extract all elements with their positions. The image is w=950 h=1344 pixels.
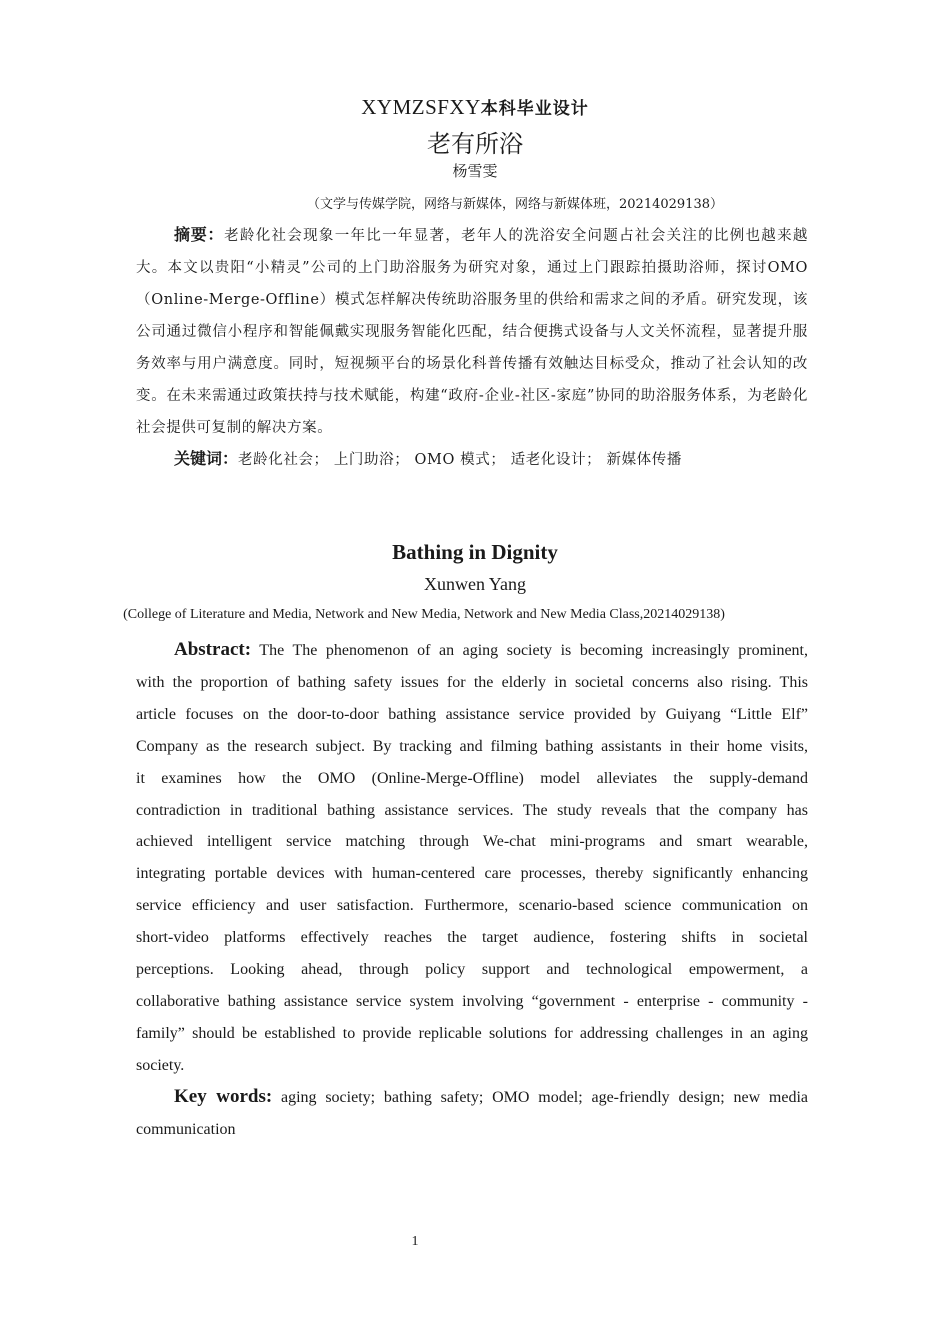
- english-affiliation: (College of Literature and Media, Network and New Media, Network and New Media Class,20214029138): [123, 607, 725, 622]
- english-abstract: [136, 634, 808, 1082]
- page-number: 1: [411, 1234, 419, 1249]
- english-abstract-label: Abstract:: [174, 639, 252, 660]
- english-keywords-text: aging society; bathing safety; OMO model; age-friendly design; new media communication: [136, 1089, 809, 1138]
- english-abstract-text: The The phenomenon of an aging society is becoming increasingly prominent, with the proportion of bathing safety issues for the elderly in societal concerns also rising. This article focuses on the door-to-door bathing assistance service provided by Guiyang “Little Elf” Company as the research subject. By tracking and filming bathing assistants in their home visits, it examines how the OMO (Online-Merge-Offline) model alleviates the supply-demand contradiction in traditional bathing assistance services. The study reveals that the company has achieved intelligent service matching through We-chat mini-programs and smart wearable, integrating portable devices with human-centered care processes, thereby significantly enhancing service efficiency and user satisfaction. Furthermore, scenario-based science communication on short-video platforms effectively reaches the target audience, fostering shifts in societal perceptions. Looking ahead, through policy support and technological empowerment, a collaborative bathing assistance service system involving “government - enterprise - community - family” should be established to provide replicable solutions for addressing challenges in an aging society.: [136, 642, 808, 1074]
- thesis-header: [0, 94, 950, 120]
- chinese-abstract-text: 老龄化社会现象一年比一年显著，老年人的洗浴安全问题占社会关注的比例也越来越大。本文以贵阳“小精灵”公司的上门助浴服务为研究对象，通过上门跟踪拍摄助浴师，探讨OMO（Online-Merge-Offline）模式怎样解决传统助浴服务里的供给和需求之间的矛盾。研究发现，该公司通过微信小程序和智能佩戴实现服务智能化匹配，结合便携式设备与人文关怀流程，显著提升服务效率与用户满意度。同时，短视频平台的场景化科普传播有效触达目标受众，推动了社会认知的改变。在未来需通过政策扶持与技术赋能，构建“政府-企业-社区-家庭”协同的助浴服务体系，为老龄化社会提供可复制的解决方案。: [136, 228, 808, 436]
- chinese-affiliation: （文学与传媒学院，网络与新媒体，网络与新媒体班，20214029138）: [307, 197, 723, 212]
- english-keywords: [136, 1081, 808, 1146]
- english-keywords-label: Key words:: [174, 1086, 273, 1107]
- chinese-abstract-label: 摘要：: [174, 225, 225, 244]
- chinese-abstract: [136, 219, 808, 444]
- english-author: Xunwen Yang: [423, 574, 526, 594]
- header-label: 本科毕业设计: [480, 99, 589, 119]
- header-code: XYMZSFXY: [361, 95, 481, 119]
- chinese-keywords-label: 关键词：: [174, 449, 239, 468]
- chinese-title: 老有所浴: [427, 130, 523, 158]
- chinese-keywords-text: 老龄化社会； 上门助浴； OMO 模式； 适老化设计； 新媒体传播: [238, 452, 682, 468]
- english-title: Bathing in Dignity: [392, 540, 558, 564]
- chinese-keywords: [136, 443, 808, 476]
- chinese-author: 杨雪雯: [452, 162, 498, 180]
